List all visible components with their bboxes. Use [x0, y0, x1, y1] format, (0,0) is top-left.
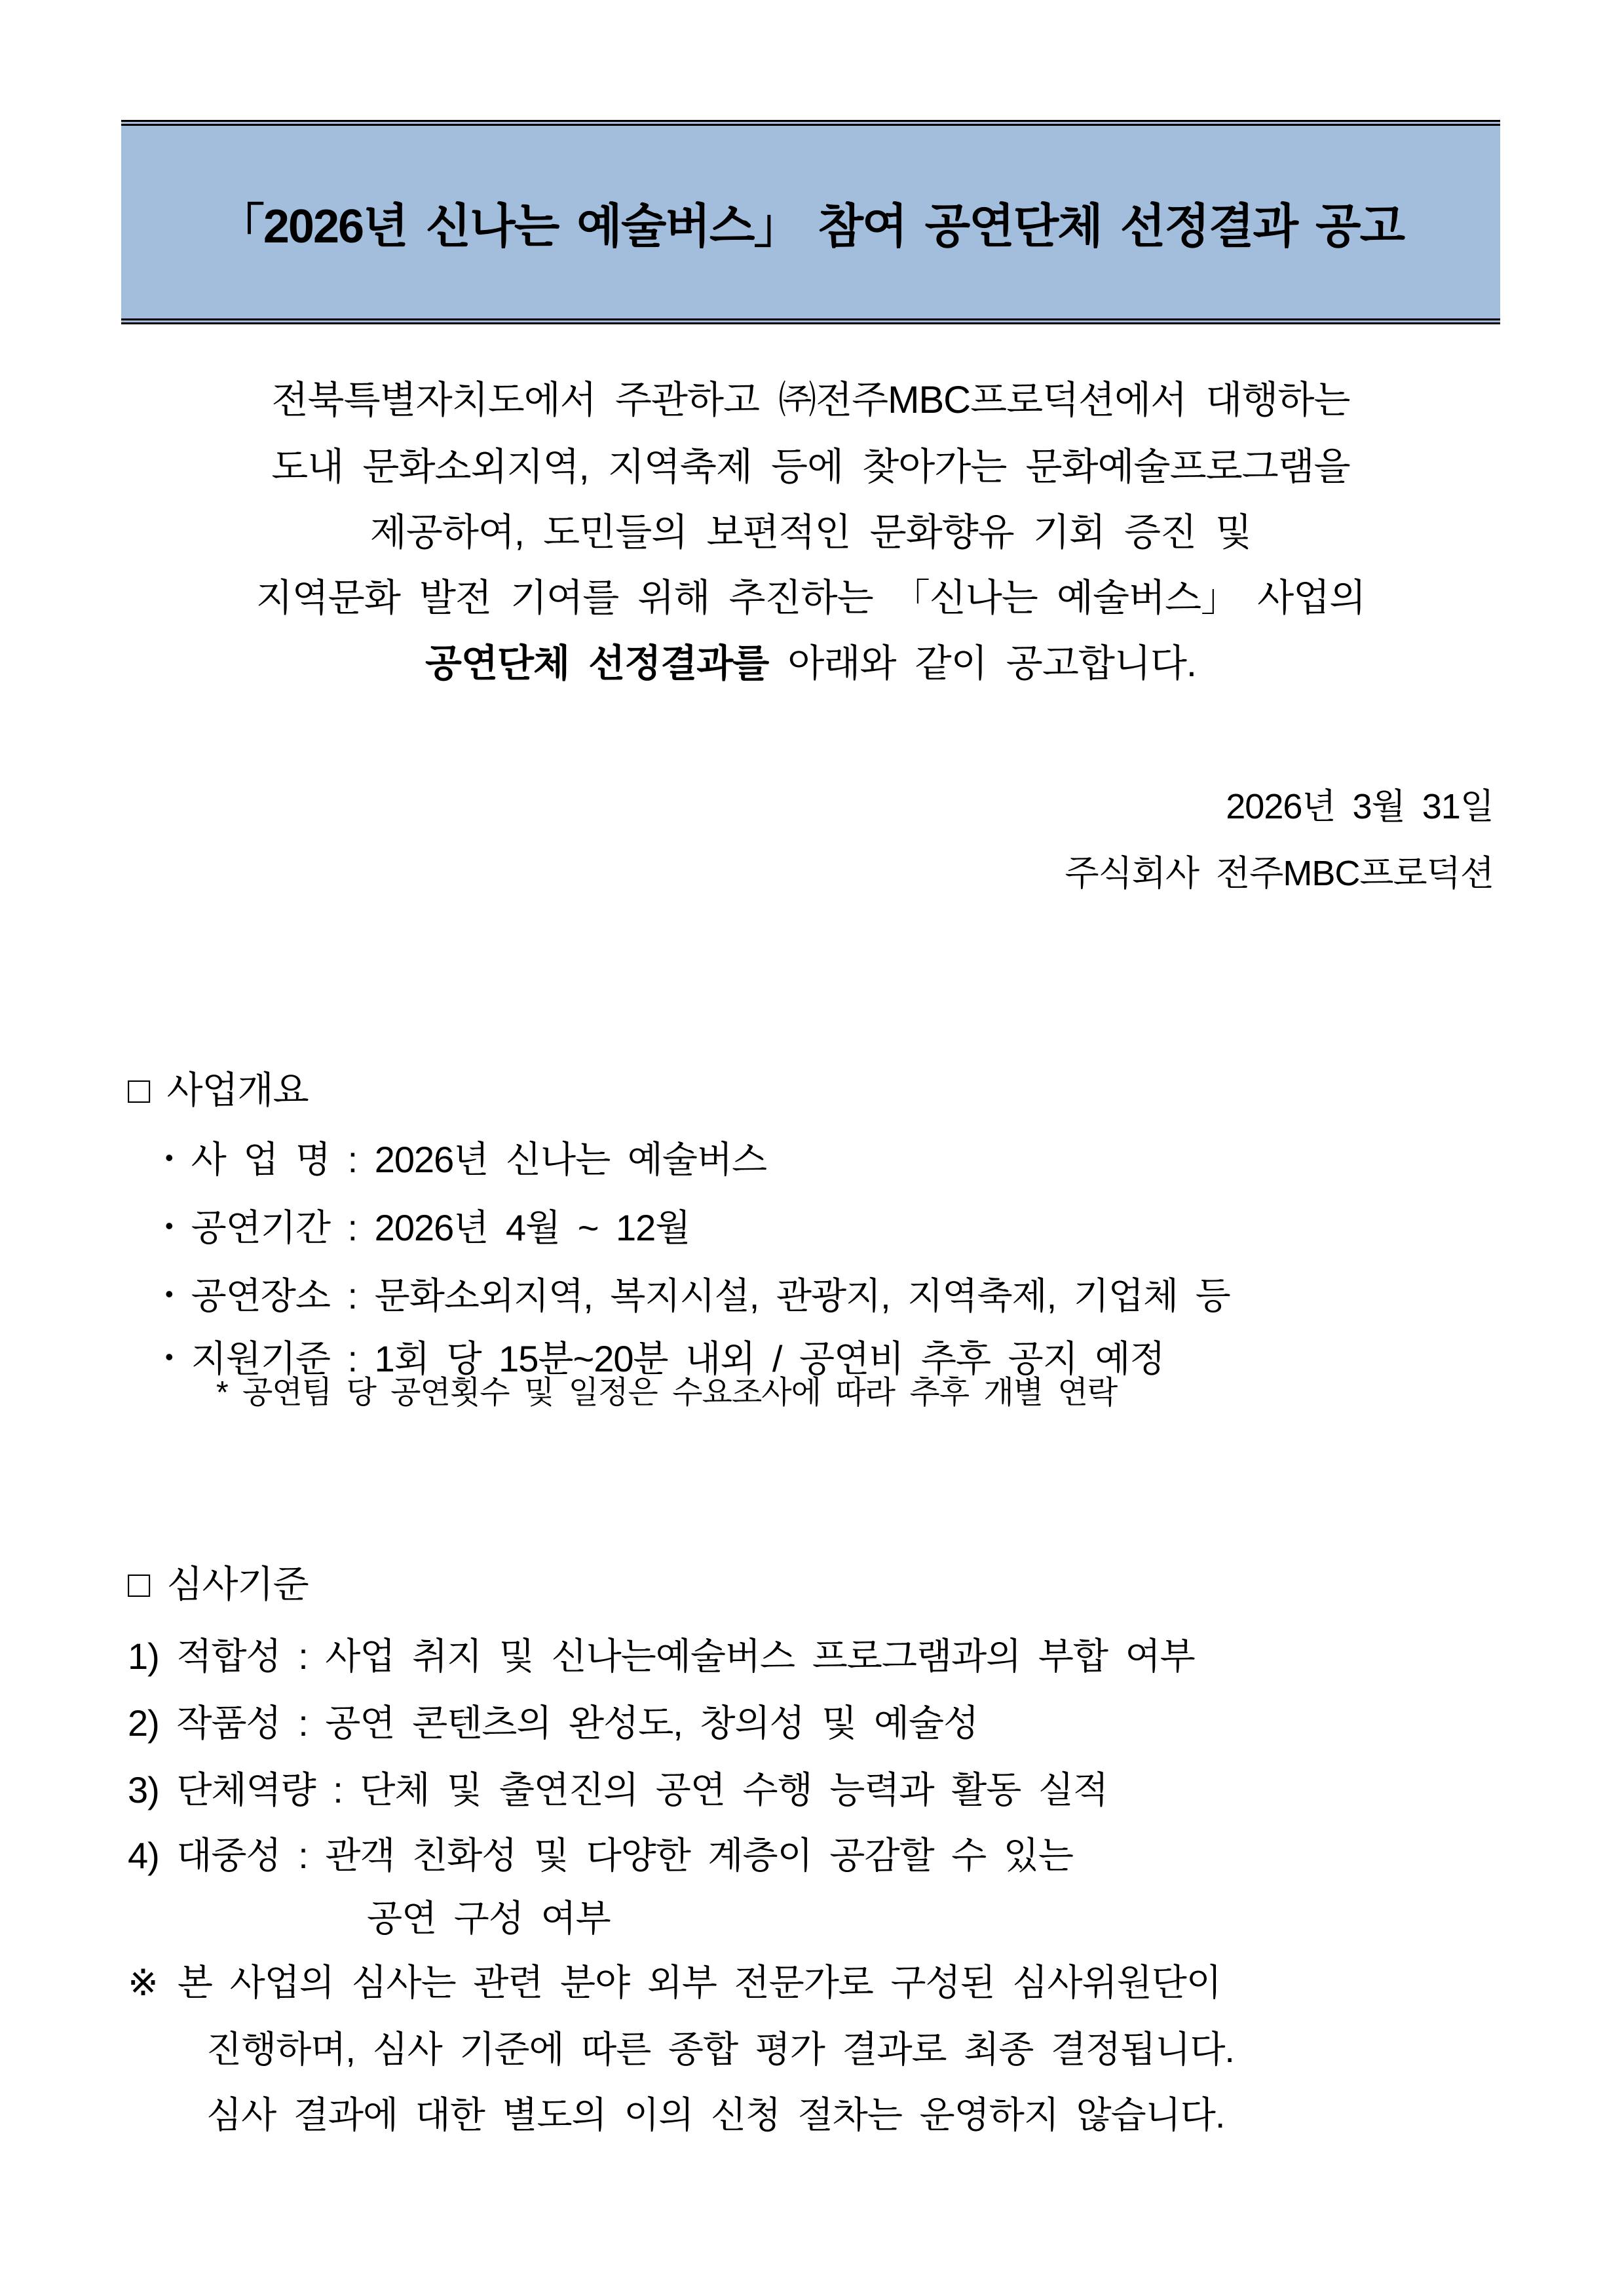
- overview-sub-note: * 공연팀 당 공연횟수 및 일정은 수요조사에 따라 추후 개별 연락: [216, 1375, 1118, 1410]
- overview-item-support: [165, 1338, 1165, 1380]
- intro-line-2: 도내 문화소외지역, 지역축제 등에 찾아가는 문화예술프로그램을: [271, 446, 1350, 488]
- overview-item-period: [165, 1207, 690, 1249]
- criteria-item-1: 1) 적합성 : 사업 취지 및 신나는예술버스 프로그램과의 부합 여부: [128, 1636, 1195, 1677]
- criteria-item-3: 3) 단체역량 : 단체 및 출연진의 공연 수행 능력과 활동 실적: [128, 1769, 1108, 1810]
- overview-item-venue: [165, 1275, 1230, 1317]
- overview-item-text: 공연장소 : 문화소외지역, 복지시설, 관광지, 지역축제, 기업체 등: [191, 1275, 1230, 1316]
- title-banner: [121, 120, 1500, 324]
- announcement-date: 2026년 3월 31일: [1226, 787, 1494, 826]
- dot-bullet-icon: •: [165, 1343, 173, 1370]
- document-title: 「2026년 신나는 예술버스」 참여 공연단체 선정결과 공고: [217, 201, 1405, 253]
- criteria-note-line-2: 진행하며, 심사 기준에 따른 종합 평가 결과로 최종 결정됩니다.: [206, 2029, 1234, 2070]
- section-heading-overview: [128, 1069, 309, 1113]
- intro-closing-rest: 아래와 같이 공고합니다.: [768, 642, 1197, 685]
- reference-mark-icon: ※: [128, 1962, 158, 2003]
- intro-line-1: 전북특별자치도에서 주관하고 ㈜전주MBC프로덕션에서 대행하는: [271, 379, 1350, 421]
- overview-heading-label: 사업개요: [166, 1069, 309, 1111]
- criteria-item-2: 2) 작품성 : 공연 콘텐츠의 완성도, 창의성 및 예술성: [128, 1702, 979, 1744]
- dot-bullet-icon: •: [165, 1280, 173, 1307]
- overview-item-text: 공연기간 : 2026년 4월 ~ 12월: [191, 1207, 690, 1248]
- criteria-reference-note: [128, 1962, 1221, 2004]
- intro-line-3: 제공하여, 도민들의 보편적인 문화향유 기회 증진 및: [369, 511, 1252, 554]
- overview-item-text: 사 업 명 : 2026년 신나는 예술버스: [191, 1139, 767, 1180]
- dot-bullet-icon: •: [165, 1144, 173, 1171]
- criteria-heading-label: 심사기준: [166, 1563, 309, 1605]
- overview-item-name: [165, 1139, 766, 1181]
- square-bullet-icon: □: [128, 1563, 150, 1605]
- criteria-note-line-3: 심사 결과에 대한 별도의 이의 신청 절차는 운영하지 않습니다.: [206, 2094, 1225, 2135]
- criteria-item-4-continuation: 공연 구성 여부: [367, 1898, 611, 1939]
- square-bullet-icon: □: [128, 1069, 150, 1111]
- overview-item-text: 지원기준 : 1회 당 15분~20분 내외 / 공연비 추후 공지 예정: [191, 1338, 1165, 1379]
- dot-bullet-icon: •: [165, 1212, 173, 1239]
- criteria-item-4: 4) 대중성 : 관객 친화성 및 다양한 계층이 공감할 수 있는: [128, 1835, 1073, 1876]
- section-heading-criteria: [128, 1563, 309, 1607]
- criteria-note-line-1: 본 사업의 심사는 관련 분야 외부 전문가로 구성된 심사위원단이: [177, 1962, 1221, 2003]
- announcing-organization: 주식회사 전주MBC프로덕션: [1065, 854, 1494, 893]
- intro-closing-line: [121, 642, 1500, 686]
- intro-closing-bold: 공연단체 선정결과를: [425, 642, 769, 685]
- intro-line-4: 지역문화 발전 기여를 위해 추진하는 「신나는 예술버스」 사업의: [255, 577, 1366, 619]
